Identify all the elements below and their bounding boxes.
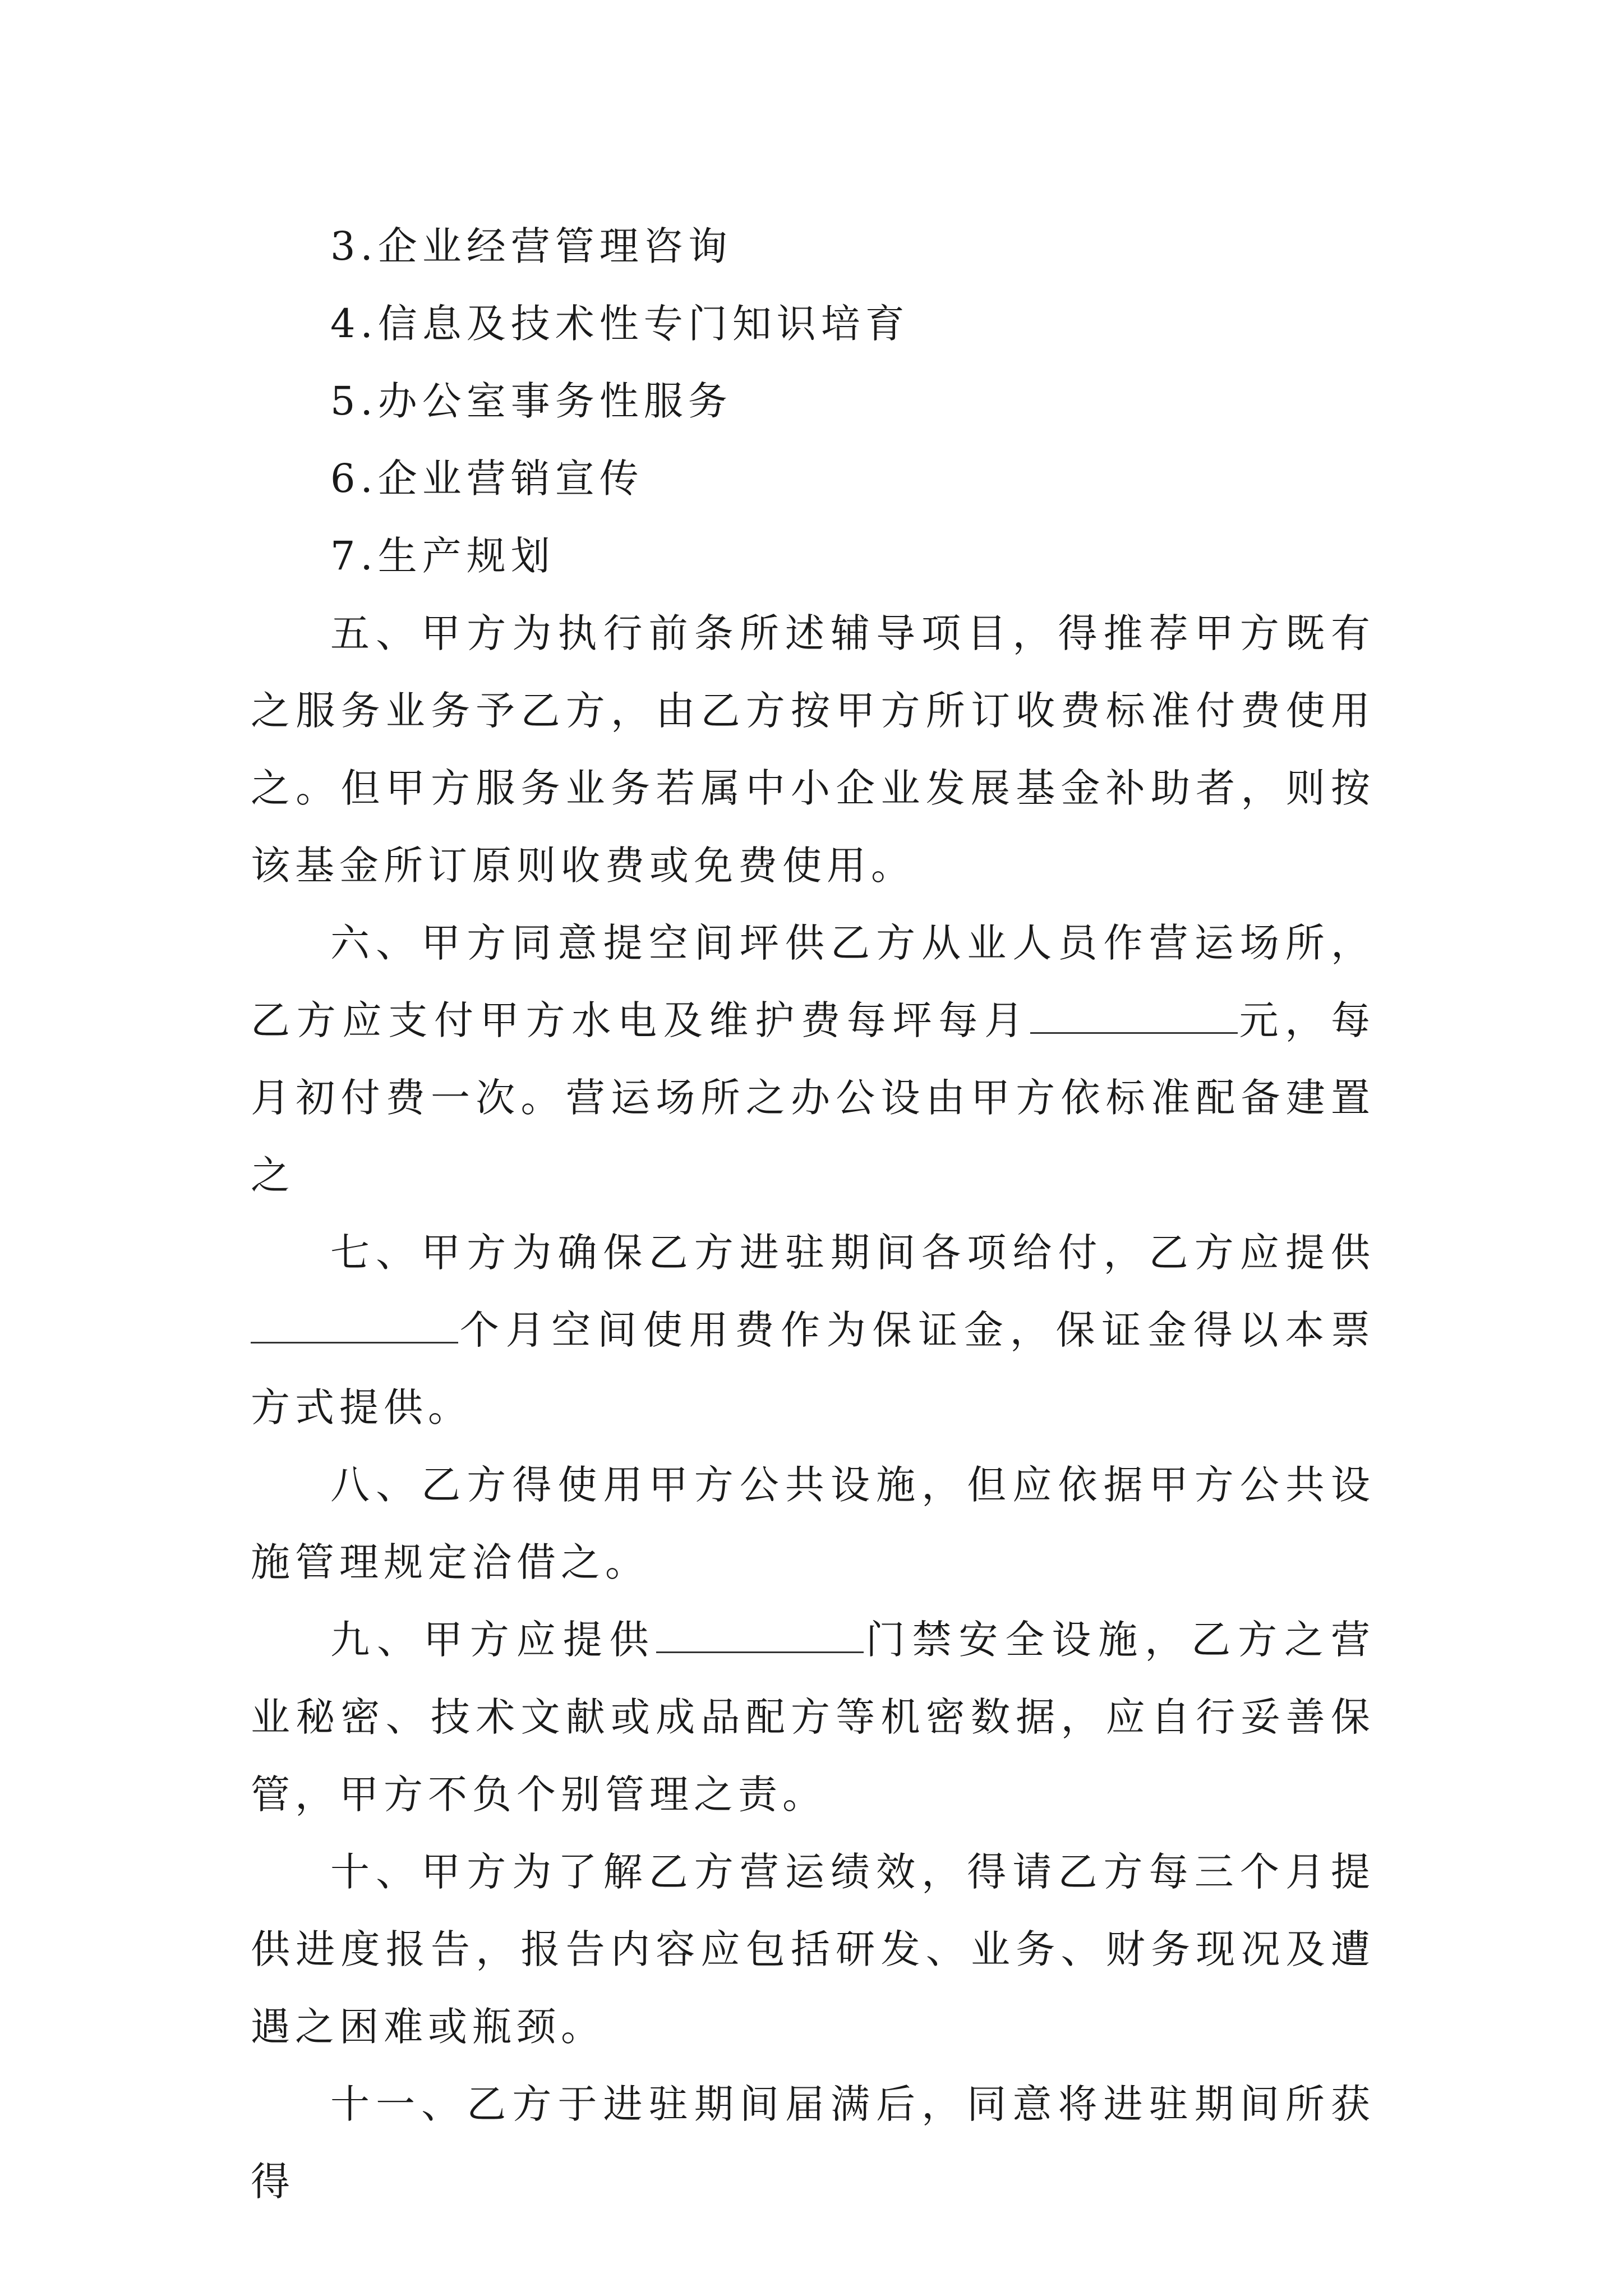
clause-9-text-a: 九、甲方应提供 <box>330 1617 656 1663</box>
list-item-4: 4.信息及技术性专门知识培育 <box>330 301 910 347</box>
clause-10: 十、甲方为了解乙方营运绩效，得请乙方每三个月提供进度报告，报告内容应包括研发、业务、财务现况及遭遇之困难或瓶颈。 <box>251 1849 1375 2050</box>
document-body <box>251 208 1375 2220</box>
list-item-5: 5.办公室事务性服务 <box>330 378 732 424</box>
list-item-7: 7.生产规划 <box>330 533 555 579</box>
clause-6-text-b: 元，每月初付费一次。营运场所之办公设由甲方依标准配备建置之 <box>251 997 1375 1198</box>
deposit-months-blank <box>251 1309 458 1343</box>
access-control-blank <box>656 1619 864 1653</box>
fee-blank <box>1030 1000 1238 1034</box>
clause-7-text-a: 七、甲方为确保乙方进驻期间各项给付，乙方应提供 <box>330 1230 1375 1276</box>
clause-5: 五、甲方为执行前条所述辅导项目，得推荐甲方既有之服务业务予乙方，由乙方按甲方所订收费标准付费使用之。但甲方服务业务若属中小企业发展基金补助者，则按该基金所订原则收费或免费使用。 <box>251 610 1375 889</box>
clause-7-text-b: 个月空间使用费作为保证金，保证金得以本票方式提供。 <box>251 1307 1375 1430</box>
clause-6-text-a: 六、甲方同意提空间坪供乙方从业人员作营运场所，乙方应支付甲方水电及维护费每坪每月 <box>251 920 1375 1043</box>
clause-6 <box>251 904 1375 1214</box>
clause-8: 八、乙方得使用甲方公共设施，但应依据甲方公共设施管理规定洽借之。 <box>251 1462 1375 1585</box>
clause-9 <box>251 1601 1375 1833</box>
clause-11: 十一、乙方于进驻期间届满后，同意将进驻期间所获得 <box>251 2081 1375 2205</box>
list-item-6: 6.企业营销宣传 <box>330 455 644 501</box>
list-item-3: 3.企业经营管理咨询 <box>330 223 732 269</box>
clause-7 <box>251 1214 1375 1446</box>
clause-9-text-b: 门禁安全设施，乙方之营业秘密、技术文献或成品配方等机密数据，应自行妥善保管，甲方不负个别管理之责。 <box>251 1617 1376 1818</box>
